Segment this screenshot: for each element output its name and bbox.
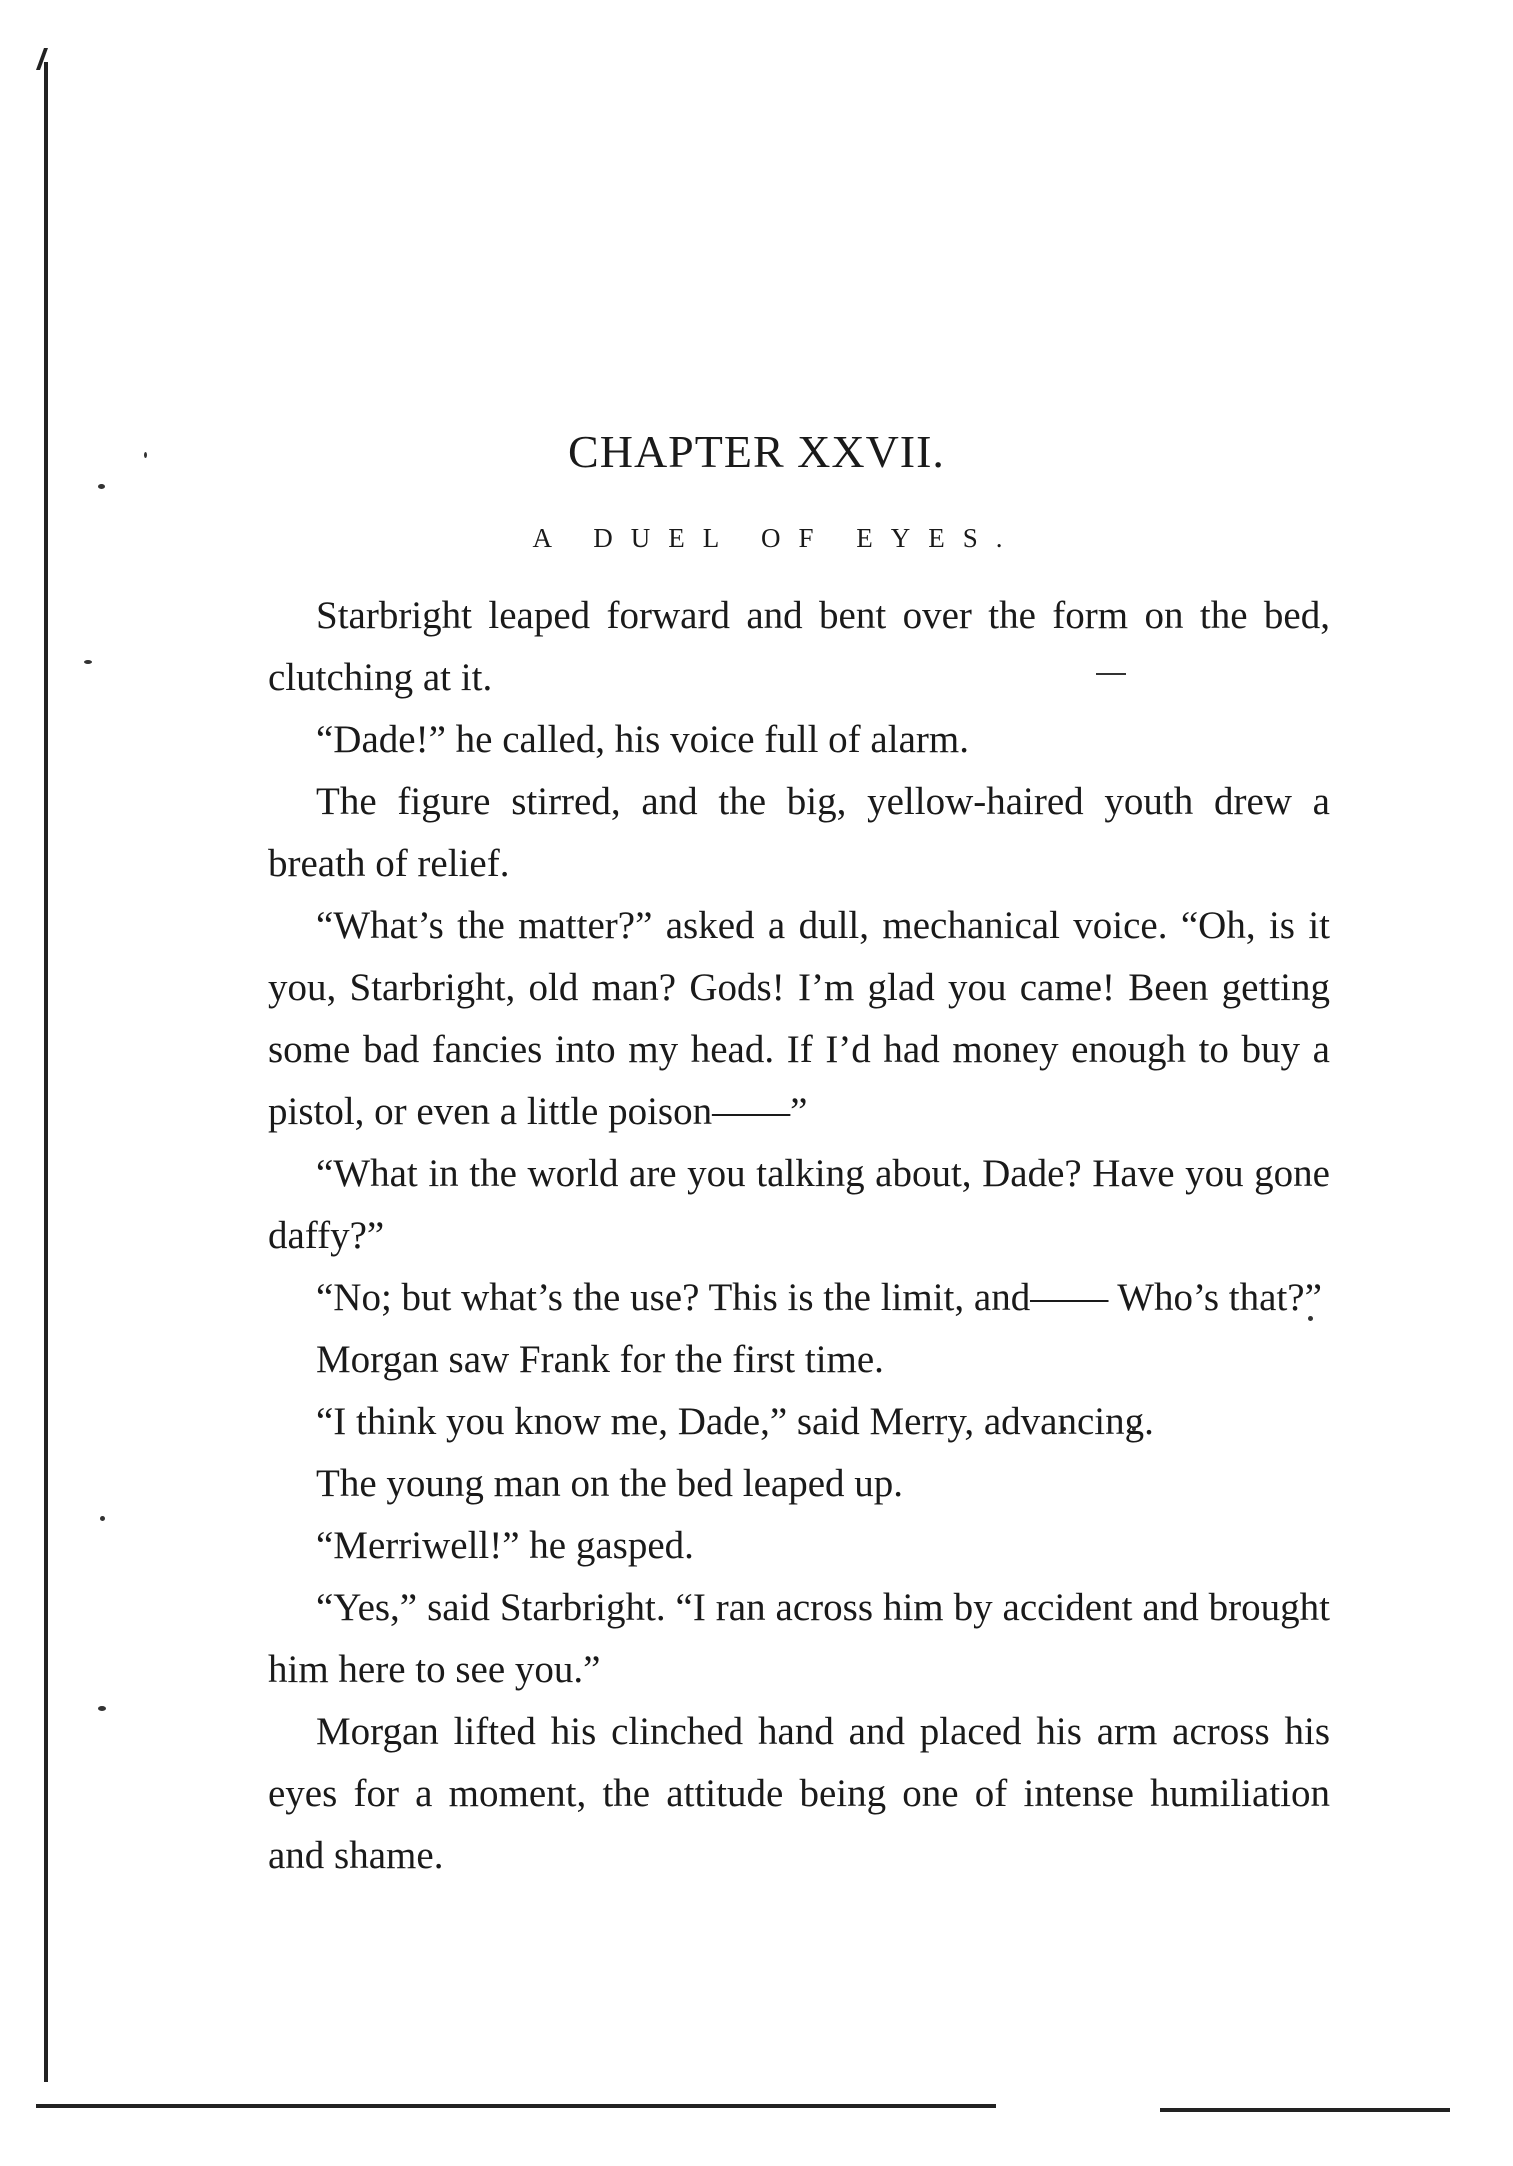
scan-speck (100, 1516, 105, 1521)
scan-speck (84, 660, 92, 664)
paragraph: Starbright leaped forward and bent over the form on the bed, clutching at it. (268, 594, 1330, 699)
bottom-rule-right (1160, 2108, 1450, 2112)
paragraph: Morgan lifted his clinched hand and placed his arm across his eyes for a moment, the attitude being one of intense humiliation and shame. (268, 1710, 1330, 1877)
paragraph: “No; but what’s the use? This is the limit, and—— Who’s that?” (316, 1276, 1322, 1319)
paragraph: “I think you know me, Dade,” said Merry, advancing. (316, 1400, 1154, 1443)
bottom-rule (36, 2104, 996, 2108)
chapter-title: CHAPTER XXVII. (568, 426, 945, 477)
margin-mark (36, 48, 66, 70)
scan-speck (98, 1706, 106, 1711)
paragraph: The figure stirred, and the big, yellow-haired youth drew a breath of relief. (268, 780, 1330, 885)
chapter-body (268, 585, 1330, 1887)
paragraph: “Merriwell!” he gasped. (316, 1524, 694, 1567)
scan-speck (98, 484, 105, 489)
left-margin-rule (44, 62, 48, 2082)
paragraph: “What’s the matter?” asked a dull, mechanical voice. “Oh, is it you, Starbright, old man? Gods! I’m glad you came! Been getting some bad fancies into my head. If I’d had money enough to buy a pistol, or even a little poison——” (268, 904, 1330, 1133)
paragraph: “Dade!” he called, his voice full of alarm. (316, 718, 969, 761)
paragraph: The young man on the bed leaped up. (316, 1462, 903, 1505)
paragraph: “Yes,” said Starbright. “I ran across him by accident and brought him here to see you.” (268, 1586, 1330, 1691)
paragraph: “What in the world are you talking about, Dade? Have you gone daffy?” (268, 1152, 1330, 1257)
chapter-subtitle: A DUEL OF EYES. (532, 523, 1021, 553)
paragraph: Morgan saw Frank for the first time. (316, 1338, 884, 1381)
